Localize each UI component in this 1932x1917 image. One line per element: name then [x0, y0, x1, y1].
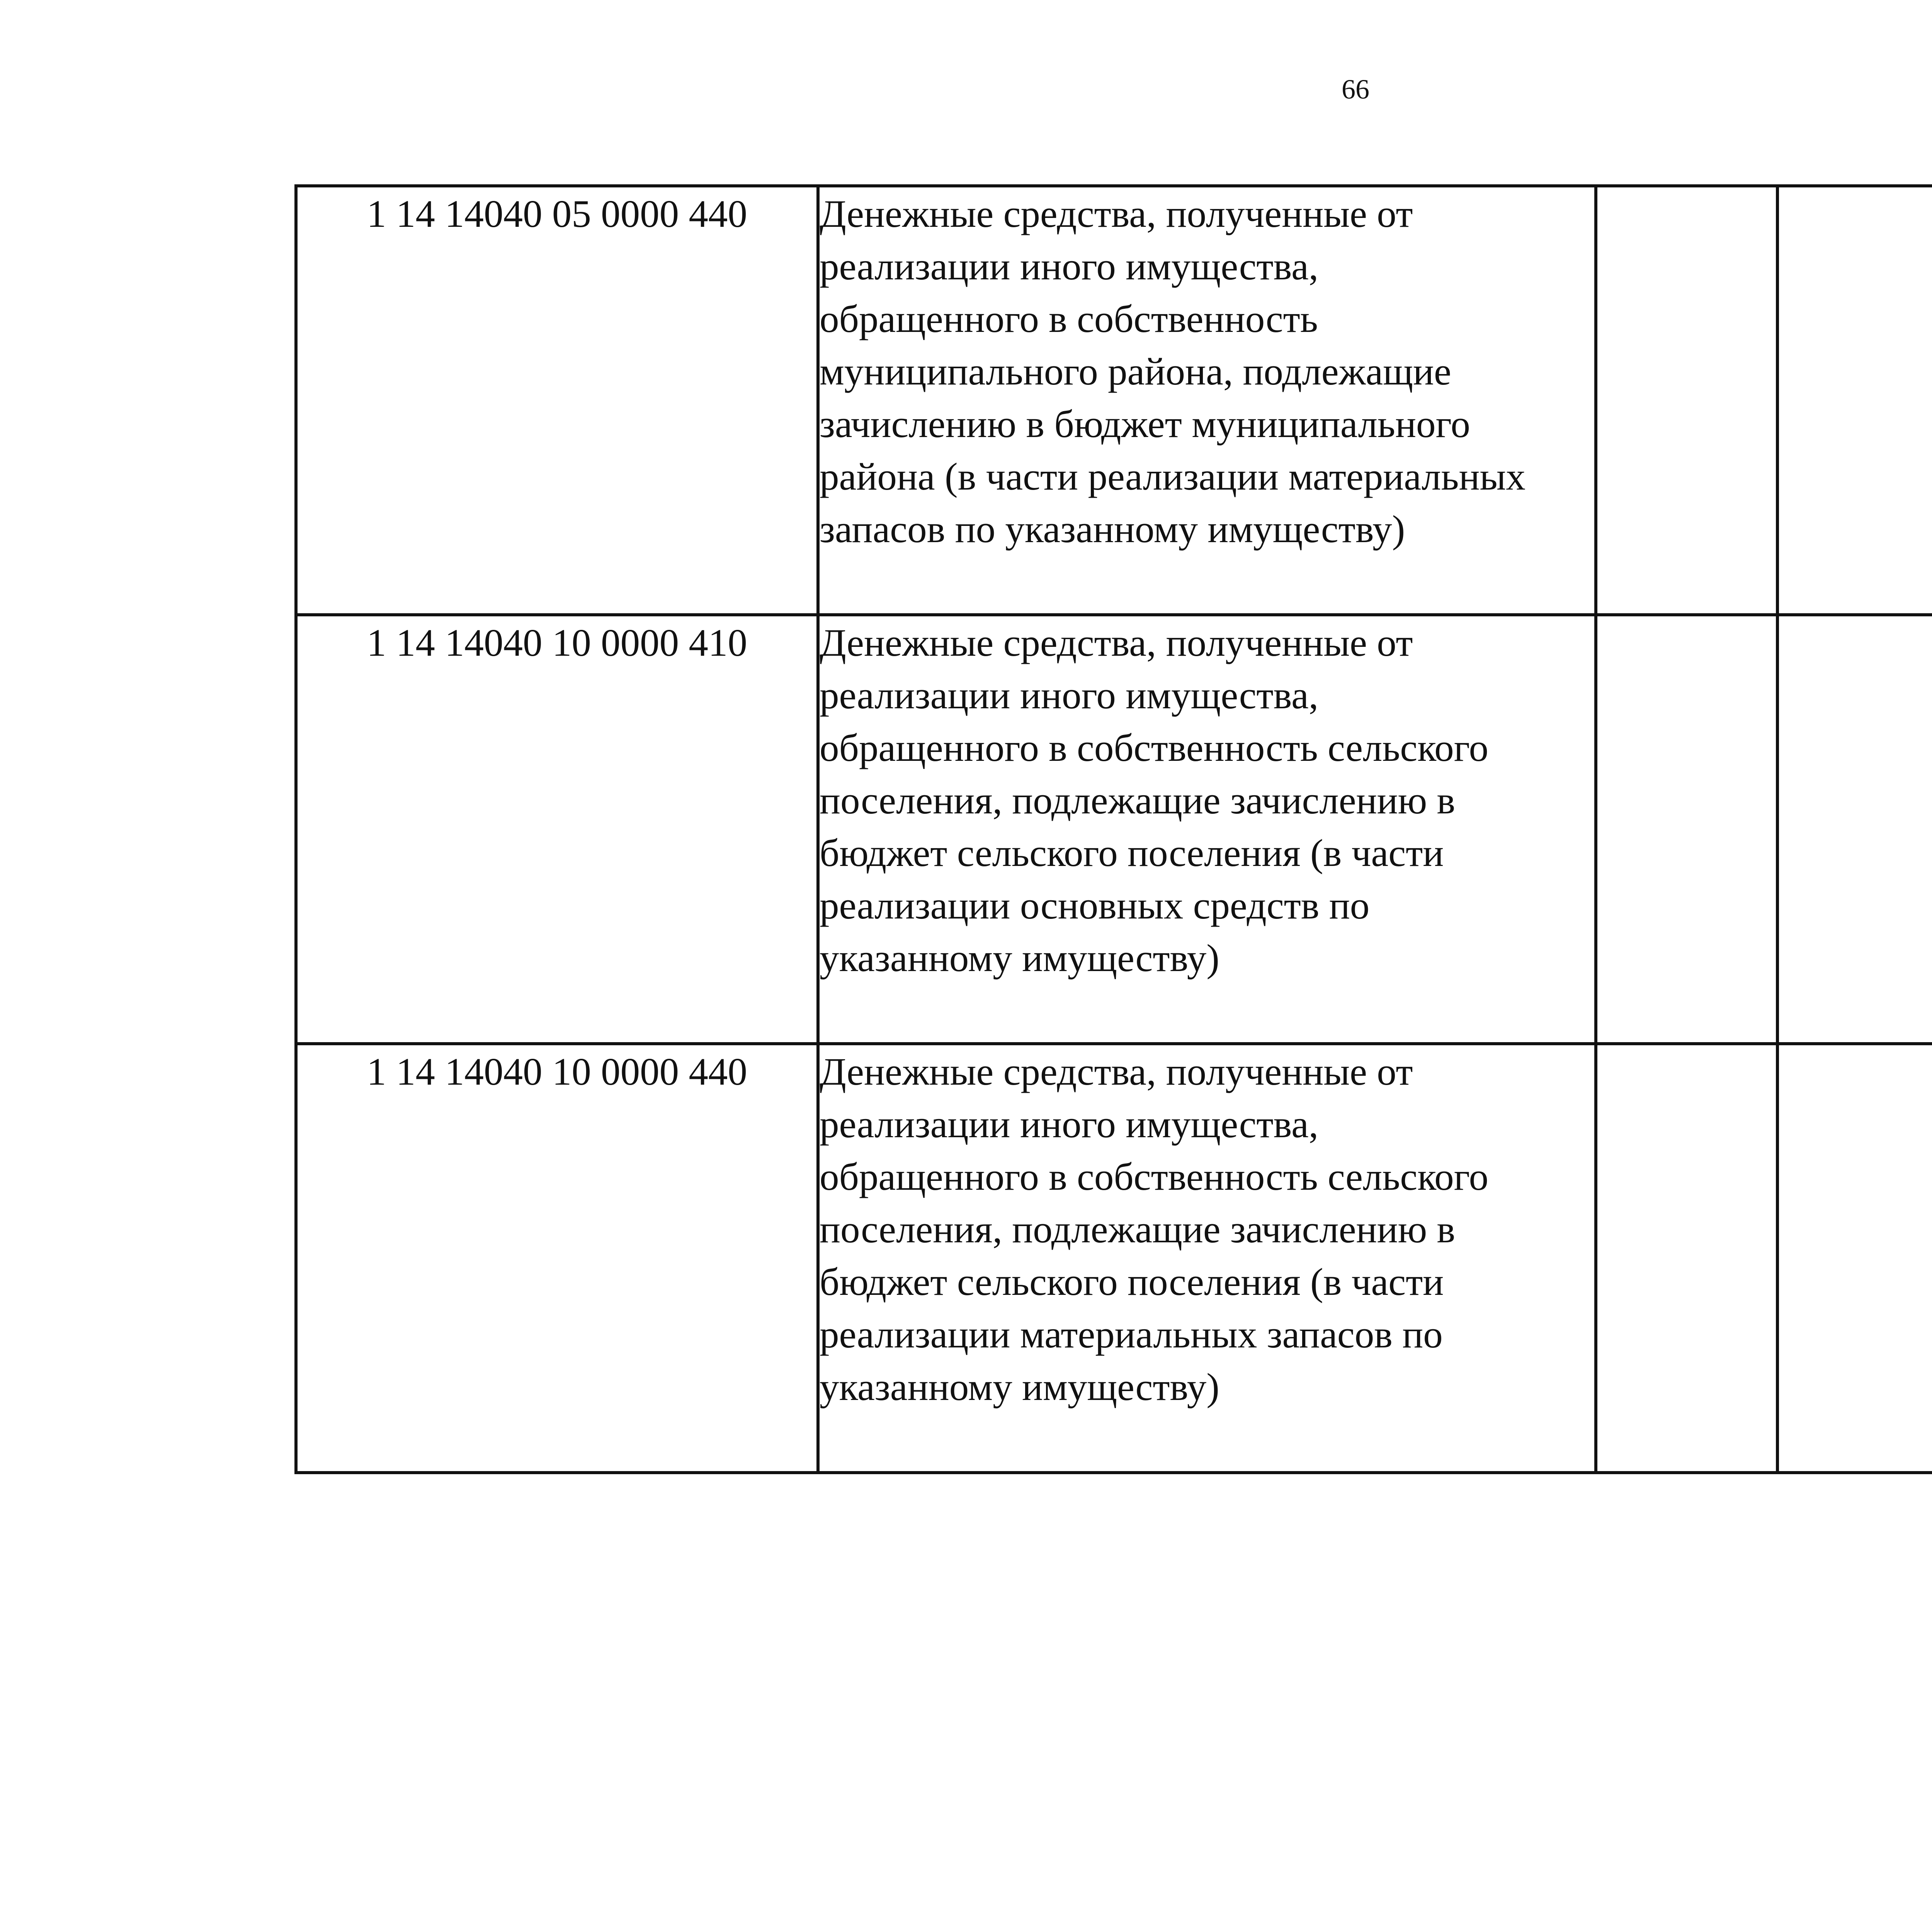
description-line: обращенного в собственность сельского	[820, 726, 1489, 769]
description-line: реализации основных средств по	[820, 884, 1370, 927]
description-line: реализации иного имущества,	[820, 1102, 1319, 1146]
value-cell	[1596, 1044, 1777, 1473]
description-line: обращенного в собственность сельского	[820, 1155, 1489, 1198]
value-cell	[1777, 186, 1932, 615]
revenue-description	[818, 615, 1596, 1044]
revenue-description	[818, 1044, 1596, 1473]
description-line: реализации материальных запасов по	[820, 1313, 1443, 1356]
description-line: района (в части реализации материальных	[820, 455, 1526, 498]
description-line: зачислению в бюджет муниципального	[820, 402, 1470, 446]
value-cell	[1777, 1044, 1932, 1473]
revenue-code: 1 14 14040 10 0000 440	[296, 1044, 818, 1473]
description-line: указанному имуществу)	[820, 936, 1219, 980]
description-line: Денежные средства, полученные от	[820, 1050, 1413, 1093]
table-row	[296, 615, 1932, 1044]
revenue-code: 1 14 14040 05 0000 440	[296, 186, 818, 615]
value-cell	[1596, 615, 1777, 1044]
description-line: Денежные средства, полученные от	[820, 621, 1413, 664]
page-number: 66	[1342, 74, 1369, 105]
value-cell	[1596, 186, 1777, 615]
description-line: муниципального района, подлежащие	[820, 350, 1451, 393]
revenue-table	[294, 184, 1932, 1474]
description-line: обращенного в собственность	[820, 297, 1318, 340]
table-row	[296, 186, 1932, 615]
value-cell	[1777, 615, 1932, 1044]
description-line: запасов по указанному имуществу)	[820, 507, 1405, 551]
description-line: Денежные средства, полученные от	[820, 192, 1413, 235]
description-line: поселения, подлежащие зачислению в	[820, 1208, 1456, 1251]
description-line: бюджет сельского поселения (в части	[820, 1260, 1444, 1303]
description-line: поселения, подлежащие зачислению в	[820, 779, 1456, 822]
description-line: бюджет сельского поселения (в части	[820, 831, 1444, 874]
description-line: указанному имуществу)	[820, 1365, 1219, 1408]
revenue-code: 1 14 14040 10 0000 410	[296, 615, 818, 1044]
revenue-description	[818, 186, 1596, 615]
description-line: реализации иного имущества,	[820, 674, 1319, 717]
table-row	[296, 1044, 1932, 1473]
description-line: реализации иного имущества,	[820, 245, 1319, 288]
